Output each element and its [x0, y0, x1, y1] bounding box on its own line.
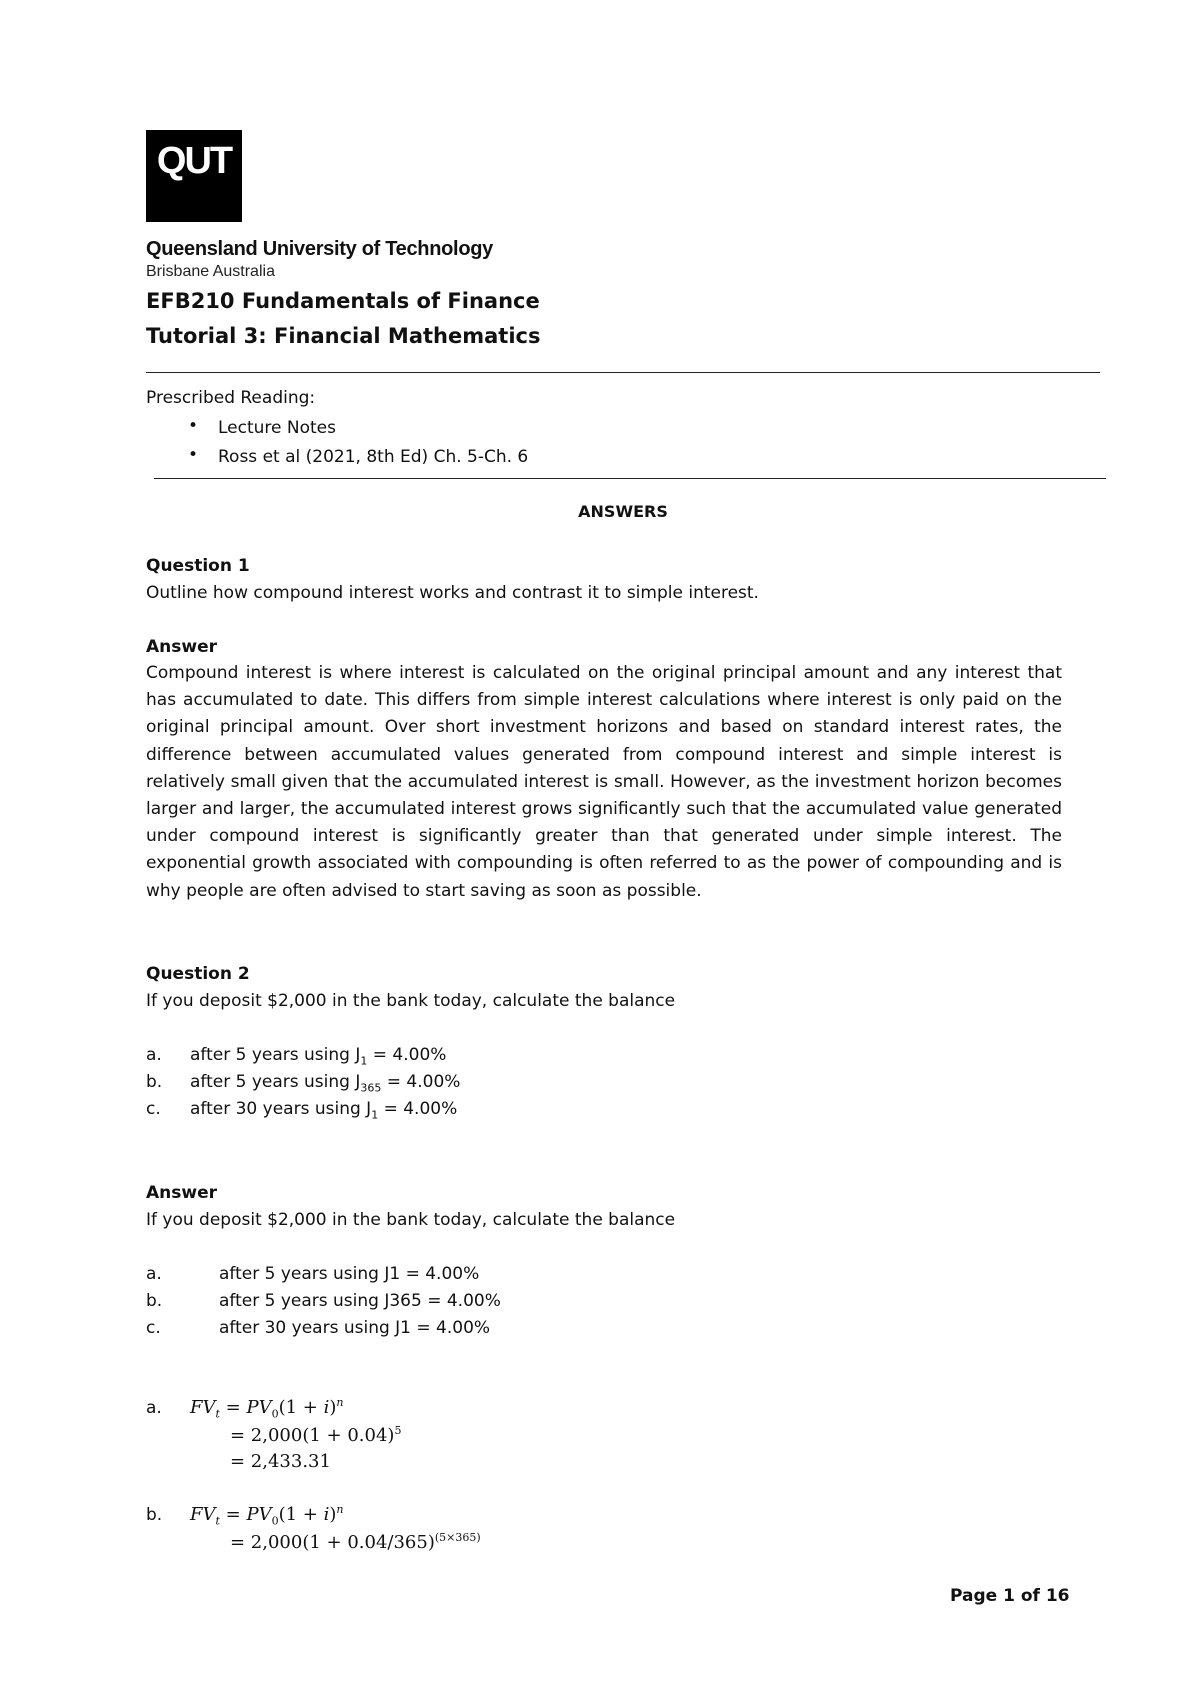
question2-part-text: after 30 years using $J_1 = 4.00\%$ [190, 1099, 458, 1122]
solution-b-formula: $FV_t = PV_0(1 + i)^n$ [190, 1503, 344, 1528]
question2-part-text: after 5 years using $J_1 = 4.00\%$ [190, 1045, 447, 1068]
solution-a-letter: a. [146, 1398, 162, 1418]
reading-label: Prescribed Reading: [146, 388, 316, 408]
question2-part-letter: c. [146, 1099, 161, 1119]
qut-logo [146, 130, 242, 222]
solution-b-letter: b. [146, 1505, 163, 1525]
question1-heading: Question 1 [146, 556, 250, 576]
page-number: Page 1 of 16 [950, 1586, 1070, 1606]
question2-part-text: after 5 years using $J_{365} = 4.00\%$ [190, 1072, 461, 1095]
university-name: Queensland University of Technology [146, 238, 493, 260]
question2-answer-intro: If you deposit $2,000 in the bank today, calculate the balance [146, 1210, 676, 1230]
solution-a-formula: $FV_t = PV_0(1 + i)^n$ [190, 1396, 344, 1421]
question2-part-letter: b. [146, 1072, 163, 1092]
solution-a-result: = 2,433.31 [230, 1451, 331, 1472]
logo-text: QUT [156, 140, 232, 182]
tutorial-title: Tutorial 3: Financial Mathematics [146, 324, 541, 348]
question2-text: If you deposit $2,000 in the bank today, calculate the balance [146, 991, 676, 1011]
answer-part-text: after 5 years using J365 = 4.00% [219, 1291, 501, 1311]
question2-heading: Question 2 [146, 964, 250, 984]
reading-item: Lecture Notes [218, 418, 336, 438]
question1-answer-text: Compound interest is where interest is calculated on the original principal amount and any interest that has accumulated to date. This differs from simple interest calculations where interest is only paid on the original principal amount. Over short investment horizons and based on standard interest rates, the difference between accumulated values generated from compound interest and simple interest is relatively small given that the accumulated interest is small. However, as the investment horizon becomes larger and larger, the accumulated interest grows significantly such that the accumulated value generated under compound interest is significantly greater than that generated under simple interest. The exponential growth associated with compounding is often referred to as the power of compounding and is why people are often advised to start saving as soon as possible. [146, 663, 1062, 901]
answers-heading: ANSWERS [578, 502, 668, 521]
question2-part-letter: a. [146, 1045, 162, 1065]
bullet-icon: • [188, 445, 199, 465]
question2-answer-heading: Answer [146, 1183, 217, 1203]
answer-part-text: after 5 years using J1 = 4.00% [219, 1264, 480, 1284]
course-title: EFB210 Fundamentals of Finance [146, 289, 540, 313]
reading-item: Ross et al (2021, 8th Ed) Ch. 5-Ch. 6 [218, 447, 529, 467]
answer-part-letter: b. [146, 1291, 163, 1311]
solution-b-step: = $2,000(1 + 0.04/365)^{(5\times 365)}$ [230, 1531, 481, 1553]
question1-answer-heading: Answer [146, 637, 217, 657]
bullet-icon: • [188, 416, 199, 436]
answer-part-letter: c. [146, 1318, 161, 1338]
answer-part-letter: a. [146, 1264, 162, 1284]
divider-bottom [154, 478, 1106, 479]
university-location: Brisbane Australia [146, 263, 275, 280]
solution-a-step: = $2,000(1 + 0.04)^5$ [230, 1424, 402, 1446]
divider-top [146, 372, 1100, 373]
answer-part-text: after 30 years using J1 = 4.00% [219, 1318, 491, 1338]
question1-text: Outline how compound interest works and contrast it to simple interest. [146, 583, 759, 603]
